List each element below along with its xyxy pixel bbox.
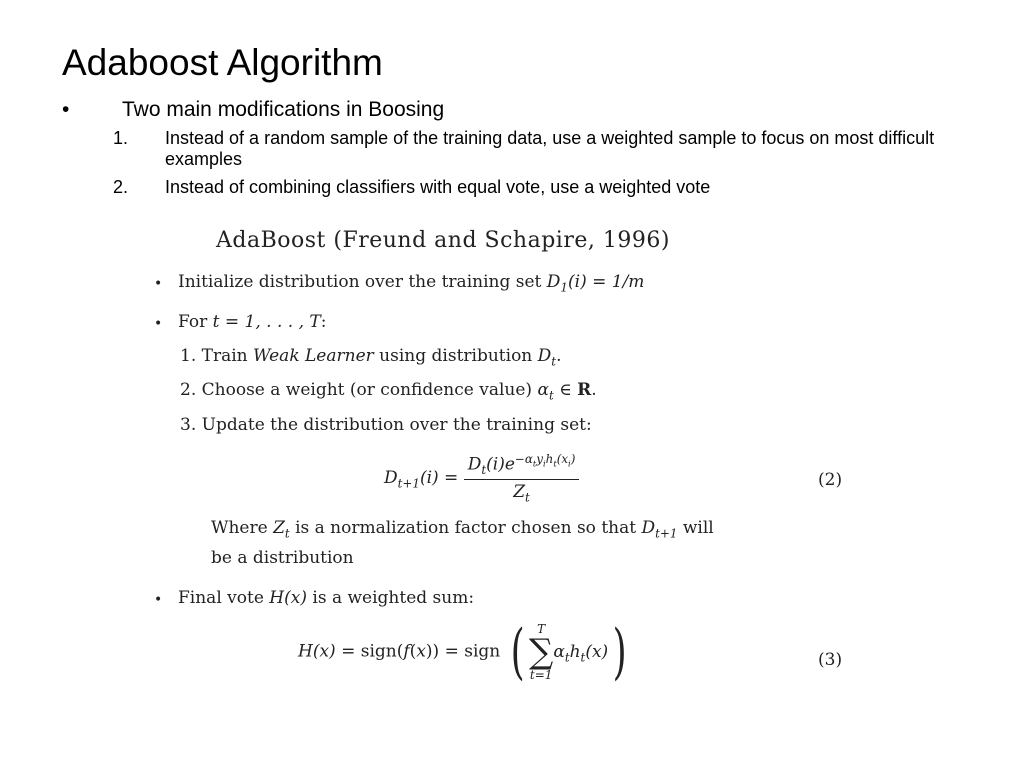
- step-3: [180, 415, 592, 435]
- algorithm-figure: [150, 222, 860, 702]
- step-number: 1.: [180, 346, 197, 366]
- where-d: $D_{t+1}$: [641, 518, 678, 541]
- algorithm-bullet: •: [154, 276, 163, 292]
- sub-item-text: Instead of a random sample of the training data, use a weighted sample to focus on most difficult examples: [165, 128, 935, 169]
- equation-2: [384, 452, 579, 504]
- for-text: For: [178, 312, 213, 332]
- init-line: [178, 272, 644, 294]
- final-math: H(x): [269, 588, 307, 608]
- eq2-fraction: [464, 452, 580, 504]
- eq3-sum-body: $\alpha_th_t(x)$: [553, 641, 609, 664]
- eq3-label: (3): [818, 650, 843, 670]
- step-number: 3.: [180, 415, 197, 435]
- eq3-sum: [529, 623, 553, 681]
- sub-item-text: Instead of combining classifiers with equal vote, use a weighted vote: [165, 177, 711, 197]
- algorithm-bullet: •: [154, 316, 163, 332]
- step-text-pre: Choose a weight (or confidence value): [201, 380, 538, 400]
- where-line-1: [211, 518, 714, 540]
- eq3-left-paren: (: [510, 617, 525, 687]
- sub-item-number: 1.: [113, 128, 129, 148]
- step-bold: R: [577, 380, 592, 400]
- eq3-sum-upper: T: [537, 622, 546, 636]
- step-text-pre: Train: [201, 346, 254, 366]
- step-math: $D_t$: [537, 346, 557, 369]
- step-italic: Weak Learner: [253, 346, 374, 366]
- step-1: [180, 346, 561, 368]
- where-end: will: [677, 518, 714, 538]
- eq3-sum-lower: t=1: [529, 668, 553, 682]
- bullet-dot: •: [62, 98, 70, 121]
- eq2-label: (2): [818, 470, 843, 490]
- step-text-pre: Update the distribution over the training set:: [201, 415, 592, 435]
- init-math: $D_1(i) = 1/m$: [546, 272, 645, 295]
- step-end: .: [556, 346, 562, 366]
- step-end: .: [591, 380, 597, 400]
- slide-title: Adaboost Algorithm: [62, 42, 383, 83]
- where-pre: Where: [211, 518, 274, 538]
- main-bullet-text: Two main modifications in Boosing: [122, 98, 445, 121]
- sub-item-number: 2.: [113, 177, 129, 197]
- eq3-right-paren: ): [612, 617, 627, 687]
- eq2-numerator: $D_t(i)e^{-\alpha_ty_ih_t(x_i)}$: [464, 452, 580, 480]
- eq2-denominator: $Z_t$: [513, 482, 530, 505]
- algorithm-bullet: •: [154, 592, 163, 608]
- eq3-lhs: H(x): [298, 641, 336, 662]
- step-math: $\alpha_t$ ∈: [537, 380, 578, 403]
- for-math: t = 1, . . . , T: [212, 312, 321, 332]
- final-text-post: is a weighted sum:: [306, 588, 475, 608]
- final-text-pre: Final vote: [178, 588, 270, 608]
- where-line-2: be a distribution: [211, 548, 354, 568]
- where-mid: is a normalization factor chosen so that: [289, 518, 642, 538]
- algorithm-title: AdaBoost (Freund and Schapire, 1996): [216, 228, 670, 253]
- final-vote-line: [178, 588, 474, 608]
- init-text: Initialize distribution over the training set: [178, 272, 547, 292]
- eq3-sigma: ∑: [529, 632, 554, 672]
- equation-3: H(x) = sign(f(x)) = sign ( T ∑ t=1 $\alpha_th_t(x)$): [298, 617, 627, 687]
- for-colon: :: [320, 312, 327, 332]
- step-number: 2.: [180, 380, 197, 400]
- step-text-post: using distribution: [373, 346, 538, 366]
- for-line: [178, 312, 326, 332]
- eq2-lhs: $D_{t+1}(i)$ =: [384, 467, 464, 491]
- step-2: [180, 380, 597, 402]
- where-z: $Z_t$: [273, 518, 290, 541]
